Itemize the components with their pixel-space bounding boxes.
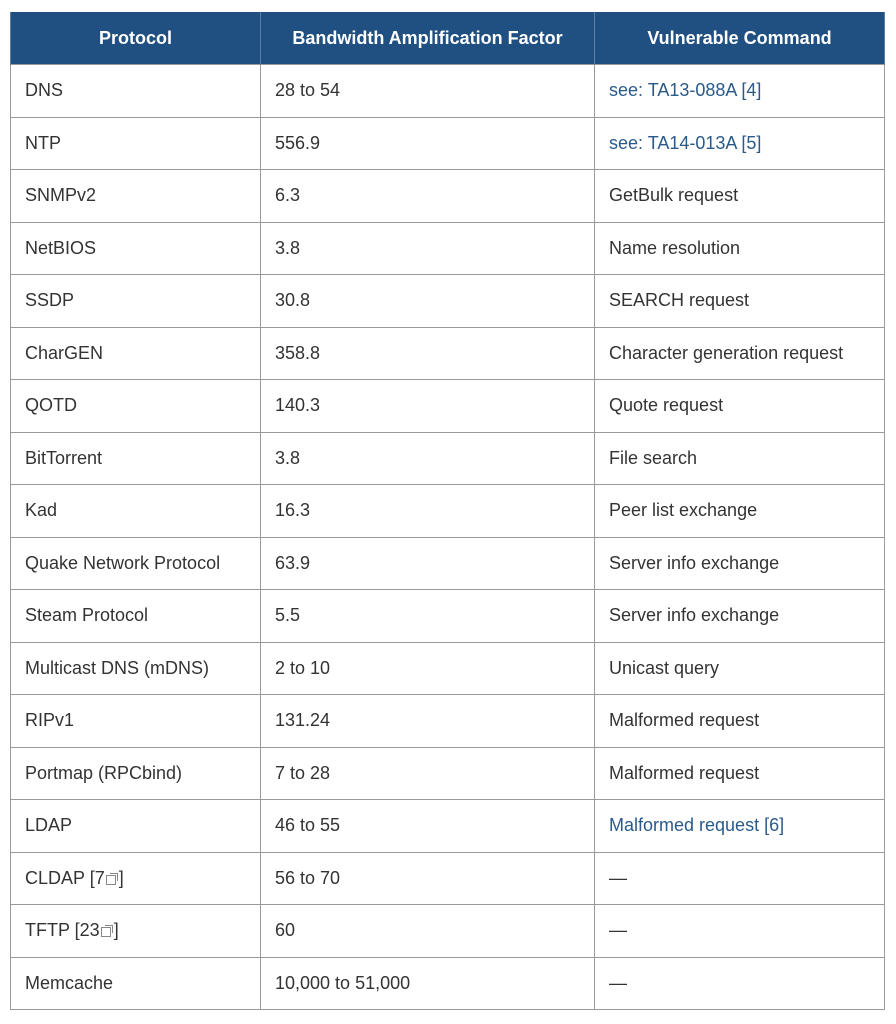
- amplification-table-container: [10, 12, 884, 1010]
- vulnerable-command-cell: SEARCH request: [595, 275, 885, 328]
- command-reference-link[interactable]: see: TA14-013A [5]: [609, 132, 762, 153]
- table-row: [11, 695, 885, 748]
- protocol-cell: SSDP: [11, 275, 261, 328]
- vulnerable-command-cell: Server info exchange: [595, 537, 885, 590]
- protocol-cell: NTP: [11, 117, 261, 170]
- vulnerable-command-cell: Malformed request: [595, 747, 885, 800]
- external-link-icon: [106, 873, 118, 885]
- table-row: [11, 222, 885, 275]
- header-bandwidth-factor: Bandwidth Amplification Factor: [261, 12, 595, 65]
- header-protocol: Protocol: [11, 12, 261, 65]
- amplification-factor-cell: 30.8: [261, 275, 595, 328]
- amplification-factor-cell: 6.3: [261, 170, 595, 223]
- table-row: [11, 590, 885, 643]
- protocol-cell: BitTorrent: [11, 432, 261, 485]
- amplification-factor-cell: 46 to 55: [261, 800, 595, 853]
- protocol-cell: SNMPv2: [11, 170, 261, 223]
- amplification-factor-cell: 7 to 28: [261, 747, 595, 800]
- table-row: [11, 957, 885, 1010]
- vulnerable-command-cell: —: [595, 852, 885, 905]
- protocol-cell: [11, 905, 261, 958]
- table-row: [11, 117, 885, 170]
- protocol-cell: Portmap (RPCbind): [11, 747, 261, 800]
- vulnerable-command-cell: Name resolution: [595, 222, 885, 275]
- vulnerable-command-cell: —: [595, 957, 885, 1010]
- command-reference-link[interactable]: see: TA13-088A [4]: [609, 80, 762, 101]
- protocol-cell: Memcache: [11, 957, 261, 1010]
- amplification-table: [10, 12, 885, 1010]
- amplification-factor-cell: 556.9: [261, 117, 595, 170]
- amplification-factor-cell: 3.8: [261, 432, 595, 485]
- protocol-label: TFTP [23: [25, 920, 100, 941]
- amplification-factor-cell: 28 to 54: [261, 65, 595, 118]
- protocol-cell: Steam Protocol: [11, 590, 261, 643]
- amplification-factor-cell: 2 to 10: [261, 642, 595, 695]
- protocol-label-tail: ]: [118, 867, 124, 888]
- protocol-cell: CharGEN: [11, 327, 261, 380]
- amplification-factor-cell: 131.24: [261, 695, 595, 748]
- table-row: [11, 327, 885, 380]
- table-row: [11, 380, 885, 433]
- protocol-cell: RIPv1: [11, 695, 261, 748]
- vulnerable-command-cell: Server info exchange: [595, 590, 885, 643]
- table-row: [11, 800, 885, 853]
- amplification-factor-cell: 10,000 to 51,000: [261, 957, 595, 1010]
- vulnerable-command-cell: Malformed request: [595, 695, 885, 748]
- vulnerable-command-cell: —: [595, 905, 885, 958]
- vulnerable-command-cell: [595, 65, 885, 118]
- table-body: [11, 65, 885, 1010]
- protocol-cell: Kad: [11, 485, 261, 538]
- protocol-cell: [11, 852, 261, 905]
- vulnerable-command-cell: [595, 117, 885, 170]
- table-row: [11, 432, 885, 485]
- table-row: [11, 485, 885, 538]
- amplification-factor-cell: 63.9: [261, 537, 595, 590]
- external-link-icon: [101, 925, 113, 937]
- header-vulnerable-command: Vulnerable Command: [595, 12, 885, 65]
- vulnerable-command-cell: GetBulk request: [595, 170, 885, 223]
- protocol-cell: NetBIOS: [11, 222, 261, 275]
- protocol-cell: Multicast DNS (mDNS): [11, 642, 261, 695]
- vulnerable-command-cell: Unicast query: [595, 642, 885, 695]
- amplification-factor-cell: 358.8: [261, 327, 595, 380]
- vulnerable-command-cell: Character generation request: [595, 327, 885, 380]
- table-row: [11, 905, 885, 958]
- amplification-factor-cell: 16.3: [261, 485, 595, 538]
- table-row: [11, 170, 885, 223]
- protocol-reference-link[interactable]: [25, 920, 119, 940]
- amplification-factor-cell: 140.3: [261, 380, 595, 433]
- vulnerable-command-cell: File search: [595, 432, 885, 485]
- amplification-factor-cell: 3.8: [261, 222, 595, 275]
- protocol-reference-link[interactable]: [25, 868, 124, 888]
- vulnerable-command-cell: [595, 800, 885, 853]
- amplification-factor-cell: 60: [261, 905, 595, 958]
- table-header-row: [11, 12, 885, 65]
- protocol-cell: LDAP: [11, 800, 261, 853]
- table-row: [11, 747, 885, 800]
- protocol-cell: Quake Network Protocol: [11, 537, 261, 590]
- vulnerable-command-cell: Quote request: [595, 380, 885, 433]
- protocol-label-tail: ]: [113, 920, 119, 941]
- amplification-factor-cell: 5.5: [261, 590, 595, 643]
- table-row: [11, 642, 885, 695]
- command-reference-link[interactable]: Malformed request [6]: [609, 815, 785, 836]
- protocol-cell: DNS: [11, 65, 261, 118]
- vulnerable-command-cell: Peer list exchange: [595, 485, 885, 538]
- table-row: [11, 537, 885, 590]
- table-row: [11, 852, 885, 905]
- table-row: [11, 65, 885, 118]
- protocol-cell: QOTD: [11, 380, 261, 433]
- protocol-label: CLDAP [7: [25, 867, 105, 888]
- table-row: [11, 275, 885, 328]
- amplification-factor-cell: 56 to 70: [261, 852, 595, 905]
